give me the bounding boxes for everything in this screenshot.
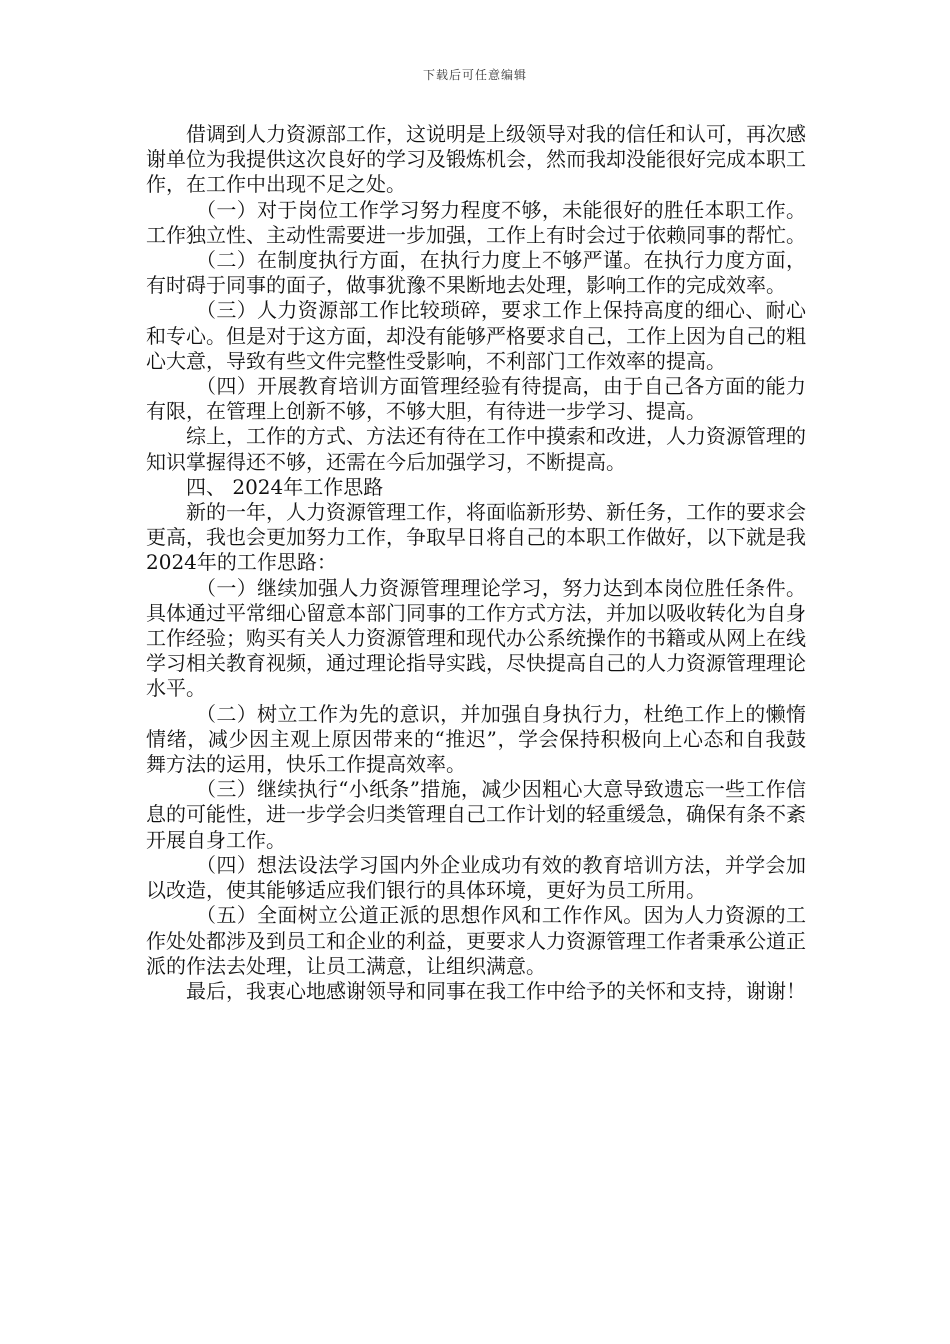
plan-item-5: （五）全面树立公道正派的思想作风和工作作风。因为人力资源的工作处处都涉及到员工和企业的利益，更要求人力资源管理工作者秉承公道正派的作法去处理，让员工满意，让组织满意。 — [146, 903, 806, 978]
shortcoming-item-4: （四）开展教育培训方面管理经验有待提高，由于自己各方面的能力有限，在管理上创新不够，不够大胆，有待进一步学习、提高。 — [146, 374, 806, 424]
plan-item-3: （三）继续执行“小纸条”措施，减少因粗心大意导致遗忘一些工作信息的可能性，进一步学会归类管理自己工作计划的轻重缓急，确保有条不紊开展自身工作。 — [146, 777, 806, 852]
plan-intro-paragraph: 新的一年，人力资源管理工作，将面临新形势、新任务，工作的要求会更高，我也会更加努力工作，争取早日将自己的本职工作做好，以下就是我2024年的工作思路： — [146, 500, 806, 575]
shortcoming-item-2: （二）在制度执行方面，在执行力度上不够严谨。在执行力度方面，有时碍于同事的面子，做事犹豫不果断地去处理，影响工作的完成效率。 — [146, 248, 806, 298]
intro-paragraph: 借调到人力资源部工作，这说明是上级领导对我的信任和认可，再次感谢单位为我提供这次良好的学习及锻炼机会，然而我却没能很好完成本职工作，在工作中出现不足之处。 — [146, 122, 806, 197]
download-note: 下载后可任意编辑 — [422, 68, 527, 82]
section-heading: 四、 2024年工作思路 — [186, 474, 384, 499]
document-body — [146, 122, 806, 1004]
plan-item-2: （二）树立工作为先的意识，并加强自身执行力，杜绝工作上的懒惰情绪，减少因主观上原因带来的“推迟”，学会保持积极向上心态和自我鼓舞方法的运用，快乐工作提高效率。 — [146, 701, 806, 777]
plan-item-1: （一）继续加强人力资源管理理论学习，努力达到本岗位胜任条件。具体通过平常细心留意本部门同事的工作方式方法，并加以吸收转化为自身工作经验；购买有关人力资源管理和现代办公系统操作的书籍或从网上在线学习相关教育视频，通过理论指导实践，尽快提高自己的人力资源管理理论水平。 — [146, 575, 806, 701]
summary-paragraph: 综上，工作的方式、方法还有待在工作中摸索和改进，人力资源管理的知识掌握得还不够，还需在今后加强学习，不断提高。 — [146, 424, 806, 474]
shortcoming-item-3: （三）人力资源部工作比较琐碎，要求工作上保持高度的细心、耐心和专心。但是对于这方面，却没有能够严格要求自己，工作上因为自己的粗心大意，导致有些文件完整性受影响，不利部门工作效率的提高。 — [146, 298, 806, 373]
plan-item-4: （四）想法设法学习国内外企业成功有效的教育培训方法，并学会加以改造，使其能够适应我们银行的具体环境，更好为员工所用。 — [146, 852, 806, 903]
shortcoming-item-1: （一）对于岗位工作学习努力程度不够，未能很好的胜任本职工作。工作独立性、主动性需要进一步加强，工作上有时会过于依赖同事的帮忙。 — [146, 197, 806, 247]
closing-paragraph: 最后，我衷心地感谢领导和同事在我工作中给予的关怀和支持，谢谢！ — [186, 978, 806, 1003]
